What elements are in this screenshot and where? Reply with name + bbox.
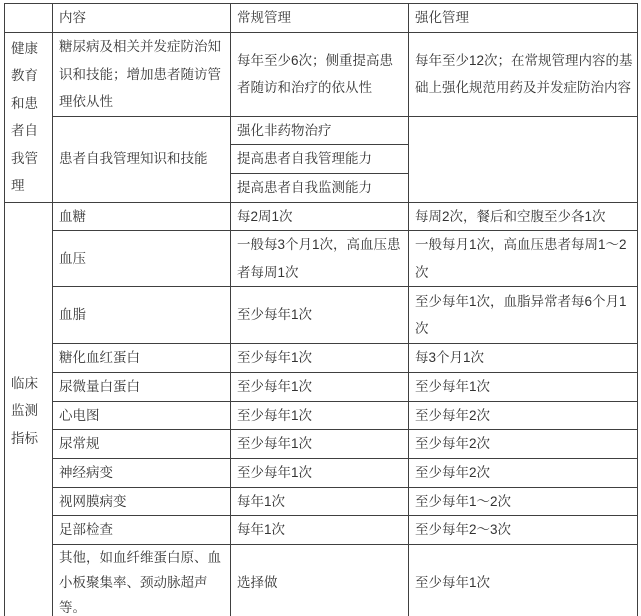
header-intensive-cell: 强化管理 [409, 4, 638, 33]
blood-glucose-regular-cell: 每2周1次 [231, 202, 409, 231]
row-ecg [5, 401, 638, 430]
blood-lipid-intensive-cell: 至少每年1次，血脂异常者每6个月1次 [409, 287, 638, 344]
group1-label-cell: 健康教育和患者自我管理 [5, 33, 53, 203]
hba1c-intensive-cell: 每3个月1次 [409, 344, 638, 373]
blood-pressure-content-cell: 血压 [53, 231, 231, 287]
row-blood-lipid [5, 287, 638, 344]
header-regular-cell: 常规管理 [231, 4, 409, 33]
row-hba1c [5, 344, 638, 373]
selfmgmt-intensive-cell [409, 116, 638, 202]
blood-pressure-regular-cell: 一般每3个月1次，高血压患者每周1次 [231, 231, 409, 287]
selfmgmt-content-cell: 患者自我管理知识和技能 [53, 116, 231, 202]
selfmgmt-regular-sub1-cell: 强化非药物治疗 [231, 116, 409, 145]
row-blood-glucose [5, 202, 638, 231]
urine-microalbumin-content-cell: 尿微量白蛋白 [53, 372, 231, 401]
neuropathy-content-cell: 神经病变 [53, 458, 231, 487]
urine-routine-regular-cell: 至少每年1次 [231, 430, 409, 459]
blood-lipid-regular-cell: 至少每年1次 [231, 287, 409, 344]
row-urine-routine [5, 430, 638, 459]
ecg-intensive-cell: 至少每年2次 [409, 401, 638, 430]
retinopathy-regular-cell: 每年1次 [231, 487, 409, 516]
other-intensive-cell: 至少每年1次 [409, 544, 638, 616]
foot-exam-content-cell: 足部检查 [53, 516, 231, 545]
selfmgmt-regular-sub3-cell: 提高患者自我监测能力 [231, 174, 409, 203]
other-regular-cell: 选择做 [231, 544, 409, 616]
neuropathy-regular-cell: 至少每年1次 [231, 458, 409, 487]
urine-routine-intensive-cell: 至少每年2次 [409, 430, 638, 459]
ecg-content-cell: 心电图 [53, 401, 231, 430]
education-regular-cell: 每年至少6次；侧重提高患者随访和治疗的依从性 [231, 33, 409, 117]
neuropathy-intensive-cell: 至少每年2次 [409, 458, 638, 487]
header-content-cell: 内容 [53, 4, 231, 33]
row-education [5, 33, 638, 117]
selfmgmt-regular-sub2-cell: 提高患者自我管理能力 [231, 145, 409, 174]
retinopathy-content-cell: 视网膜病变 [53, 487, 231, 516]
row-blood-pressure [5, 231, 638, 287]
urine-routine-content-cell: 尿常规 [53, 430, 231, 459]
urine-microalbumin-regular-cell: 至少每年1次 [231, 372, 409, 401]
row-selfmgmt-sub1 [5, 116, 638, 145]
diabetes-management-table [4, 3, 638, 616]
header-row [5, 4, 638, 33]
blood-pressure-intensive-cell: 一般每月1次，高血压患者每周1～2次 [409, 231, 638, 287]
row-retinopathy [5, 487, 638, 516]
hba1c-regular-cell: 至少每年1次 [231, 344, 409, 373]
other-content-cell: 其他，如血纤维蛋白原、血小板聚集率、颈动脉超声等。 [53, 544, 231, 616]
foot-exam-intensive-cell: 至少每年2～3次 [409, 516, 638, 545]
blood-lipid-content-cell: 血脂 [53, 287, 231, 344]
row-foot-exam [5, 516, 638, 545]
education-content-cell: 糖尿病及相关并发症防治知识和技能；增加患者随访管理依从性 [53, 33, 231, 117]
urine-microalbumin-intensive-cell: 至少每年1次 [409, 372, 638, 401]
group2-label-cell: 临床监测指标 [5, 202, 53, 616]
row-neuropathy [5, 458, 638, 487]
row-other [5, 544, 638, 616]
blood-glucose-intensive-cell: 每周2次，餐后和空腹至少各1次 [409, 202, 638, 231]
ecg-regular-cell: 至少每年1次 [231, 401, 409, 430]
retinopathy-intensive-cell: 至少每年1～2次 [409, 487, 638, 516]
row-urine-microalbumin [5, 372, 638, 401]
education-intensive-cell: 每年至少12次；在常规管理内容的基础上强化规范用药及并发症防治内容 [409, 33, 638, 117]
header-group-cell [5, 4, 53, 33]
blood-glucose-content-cell: 血糖 [53, 202, 231, 231]
hba1c-content-cell: 糖化血红蛋白 [53, 344, 231, 373]
foot-exam-regular-cell: 每年1次 [231, 516, 409, 545]
